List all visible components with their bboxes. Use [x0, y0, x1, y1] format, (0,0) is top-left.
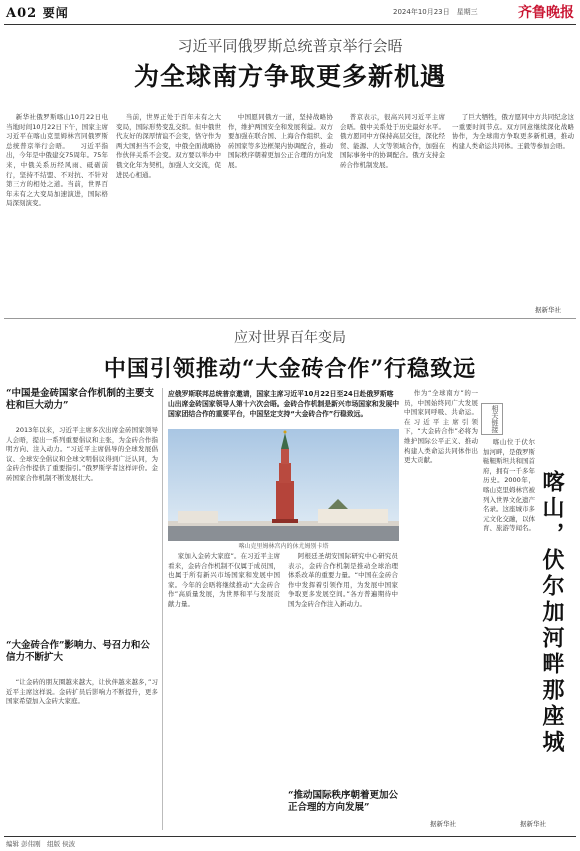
- section-name: 要闻: [42, 6, 69, 20]
- related-article-body-text: 喀山位于伏尔加河畔，是俄罗斯鞑靼斯坦共和国首府，拥有一千多年历史。2000年，喀山克里姆林宫被列入世界文化遗产名录。这座城市多元文化交融，以体育、旅游等闻名。: [483, 438, 535, 533]
- article1-column-1-text: 新华社俄罗斯喀山10月22日电 当地时间10月22日下午，国家主席习近平在喀山克里姆林宫同俄罗斯总统普京举行会晤。 习近平指出，今年是中俄建交75周年。75年来，中俄关系历经风雨、砥砺前行，坚持不结盟、不对抗、不针对第三方的相处之道。当前，世界百年未有之大变局加速演进，国际格局深刻演变。: [6, 113, 115, 208]
- article1-column-2-text: 当前，世界正处于百年未有之大变局，国际形势变乱交织。但中俄世代友好的深厚情谊不会变，恪守作为两大国担当不会变，中俄全面战略协作伙伴关系不会变。双方要以举办中俄文化年为契机，加强人文交流，促进民心相通。: [116, 113, 221, 179]
- page-number: A02: [6, 6, 38, 21]
- column-divider: [162, 388, 163, 830]
- article2-column-3-text: 阿根廷圣胡安国际研究中心研究员表示，金砖合作机制是推动全球治理体系改革的重要力量。“中国在金砖合作中发挥着引领作用，为发展中国家争取更多发展空间。”各方普遍期待中国为金砖合作注入新动力。: [288, 552, 398, 608]
- article2-title: 中国引领推动“大金砖合作”行稳致远: [103, 356, 477, 382]
- page-header: [0, 0, 580, 26]
- footer-rule: [4, 836, 576, 837]
- related-article-credit: 据新华社: [520, 820, 546, 828]
- article2-subhead-1: “中国是金砖国家合作机制的主要支柱和巨大动力”: [6, 388, 154, 411]
- article-divider: [4, 318, 576, 319]
- article2-column-4: [404, 389, 478, 817]
- article1-column-5-text: 了巨大牺牲，俄方愿同中方共同纪念这一重要时间节点。双方同意继续深化战略协作，为全球南方争取更多新机遇，推动构建人类命运共同体。王毅等参加会晤。: [452, 113, 574, 150]
- newspaper-logo: 齐鲁晚报: [518, 5, 574, 21]
- article2-column-4-credit: 据新华社: [430, 820, 456, 828]
- kazan-tower-image: [168, 429, 399, 541]
- article1-column-3: [228, 113, 333, 313]
- article2-column-1: [6, 426, 158, 632]
- article1-title: 为全球南方争取更多新机遇: [133, 62, 446, 91]
- article1-column-4-text: 普京表示，很高兴同习近平主席会晤。俄中关系处于历史最好水平。俄方愿同中方保持高层交往，深化经贸、能源、人文等领域合作，加强在国际事务中的协调配合。俄方支持金砖合作机制发展。: [340, 113, 445, 169]
- article2-column-1b-text: “让金砖的朋友圈越来越大，让伙伴越来越多，”习近平主席这样说。金砖扩员后影响力不断提升，更多国家希望加入金砖大家庭。: [6, 678, 158, 706]
- page-footer-editors: 编辑 彭伟刚 组版 侯波: [6, 840, 76, 848]
- article2-column-1-text: 2013年以来，习近平主席多次出席金砖国家领导人会晤，提出一系列重要倡议和主张，为金砖合作指明方向、注入动力。“习近平主席倡导的全球发展倡议、全球安全倡议和全球文明倡议得到广泛认同，为金砖合作提供了重要指引。”俄罗斯学者这样评价。金砖国家合作机制不断发展壮大。: [6, 426, 158, 482]
- kazan-kremlin-photo: [168, 429, 399, 541]
- article2-lead: 应俄罗斯联邦总统普京邀请，国家主席习近平10月22日至24日赴俄罗斯喀山出席金砖国家领导人第十六次会晤。金砖合作机制是新兴市场国家和发展中国家团结合作的重要平台，中国坚定支持“大金砖合作”行稳致远。: [168, 390, 400, 418]
- article1-column-1: [6, 113, 115, 313]
- page-section: [6, 4, 69, 21]
- article1-column-2: [116, 113, 221, 313]
- article2-column-2: [168, 552, 280, 830]
- article2-kicker: 应对世界百年变局: [234, 330, 346, 346]
- related-article-title: 喀山，伏尔加河畔那座城: [539, 470, 565, 756]
- article2-column-2-text: 家加入金砖大家庭”。在习近平主席看来，金砖合作机制不仅属于成员国，也属于所有新兴市场国家和发展中国家。今年的会晤将继续推动“大金砖合作”高质量发展，为世界和平与发展贡献力量。: [168, 552, 280, 608]
- article1-column-5: [452, 113, 574, 298]
- related-link-label: 相关链接: [491, 405, 499, 433]
- article2-column-3: [288, 552, 398, 782]
- photo-caption: 喀山克里姆林宫内的休尤姆别卡塔: [238, 543, 329, 550]
- article1-credit: 据新华社: [535, 306, 561, 314]
- article2-column-1b: [6, 678, 158, 830]
- article1-kicker: 习近平同俄罗斯总统普京举行会晤: [177, 37, 403, 55]
- related-article-body: [483, 438, 535, 816]
- issue-date: 2024年10月23日 星期三: [393, 8, 478, 16]
- article2-subhead-3: “推动国际秩序朝着更加公正合理的方向发展”: [288, 790, 398, 813]
- article2-subhead-2: “大金砖合作”影响力、号召力和公信力不断扩大: [6, 640, 150, 663]
- article1-column-3-text: 中国愿同俄方一道，坚持战略协作，维护两国安全和发展利益。双方要加强在联合国、上海合作组织、金砖国家等多边框架内协调配合，推动国际秩序朝着更加公正合理的方向发展。: [228, 113, 333, 169]
- header-rule: [4, 24, 576, 25]
- article2-column-4-text: 作为“全球南方”的一员，中国始终同广大发展中国家同呼吸、共命运。在习近平主席引领下，“大金砖合作”必将为维护国际公平正义、推动构建人类命运共同体作出更大贡献。: [404, 389, 478, 465]
- article1-column-4: [340, 113, 445, 313]
